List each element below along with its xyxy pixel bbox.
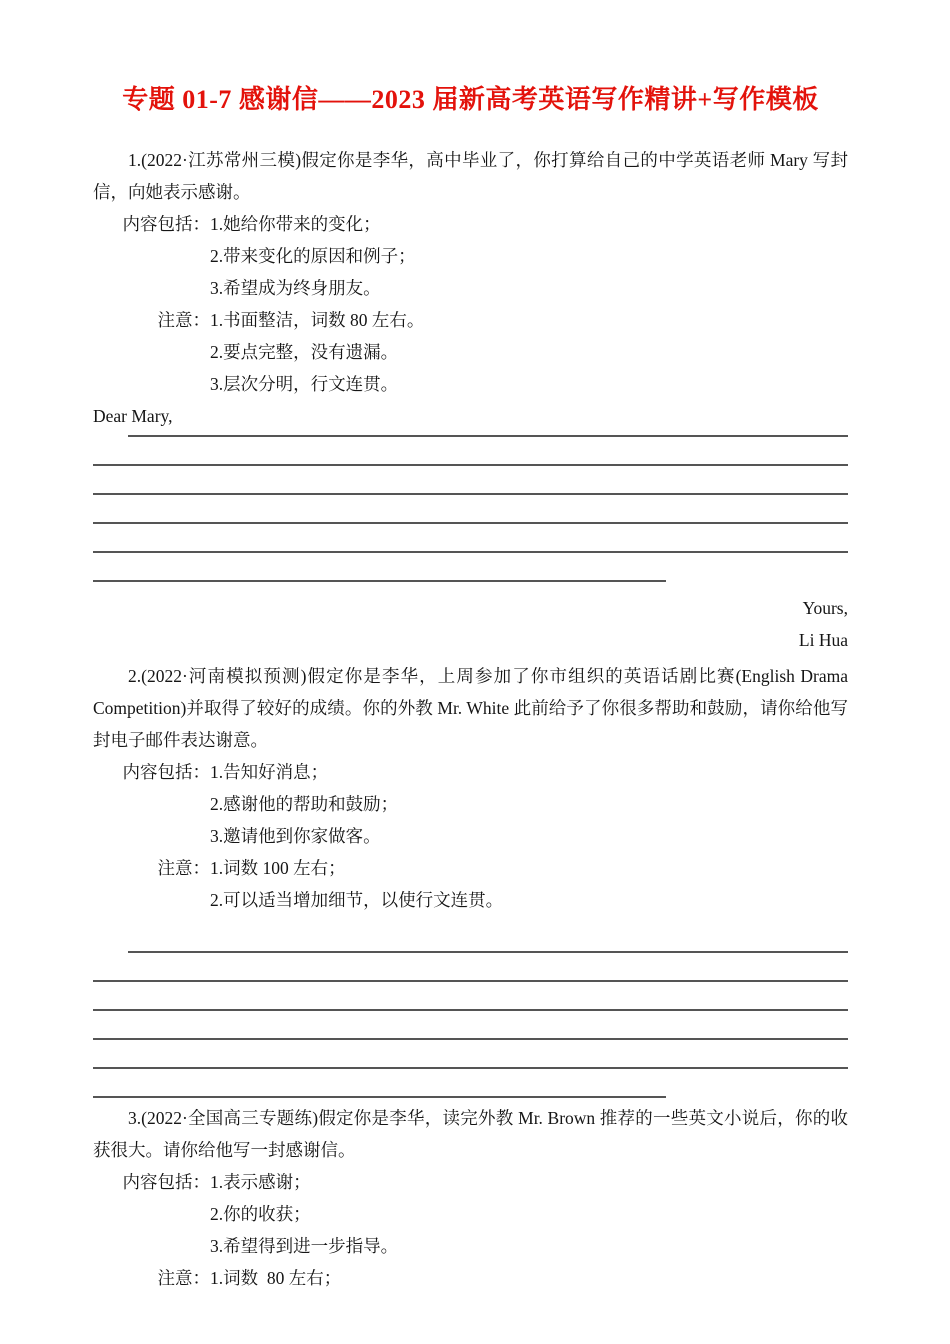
notes-label: 注意： [157,1268,210,1288]
notes-row [93,304,848,336]
answer-line [93,1040,848,1069]
notes-row [93,1262,848,1294]
notes-item: 1.书面整洁，词数 80 左右。 [210,310,425,330]
answer-line [93,553,666,582]
notes-item: 2.可以适当增加细节，以使行文连贯。 [210,890,504,910]
answer-line [93,524,848,553]
content-item: 2.你的收获； [210,1204,311,1224]
notes-row [93,336,848,368]
notes-item: 2.要点完整，没有遗漏。 [210,342,399,362]
content-item: 3.希望成为终身朋友。 [210,278,381,298]
content-item: 2.带来变化的原因和例子； [210,246,416,266]
page-title: 专题 01-7 感谢信——2023 届新高考英语写作精讲+写作模板 [122,85,819,114]
salutation: Dear Mary, [93,406,173,426]
answer-area-2 [93,924,848,1098]
answer-line [93,437,848,466]
notes-label: 注意： [157,310,210,330]
notes-label: 注意： [157,858,210,878]
notes-item: 1.词数 80 左右； [210,1268,342,1288]
exercise-1-prompt: 1.(2022·江苏常州三模)假定你是李华，高中毕业了，你打算给自己的中学英语老师 Mary 写封信，向她表示感谢。 [93,150,848,202]
answer-line [93,953,848,982]
content-item: 1.她给你带来的变化； [210,214,381,234]
content-row [93,756,848,788]
closing-block [93,592,848,656]
answer-line [128,924,848,953]
exercise-3-prompt: 3.(2022·全国高三专题练)假定你是李华，读完外教 Mr. Brown 推荐的一些英文小说后，你的收获很大。请你给他写一封感谢信。 [93,1108,848,1160]
answer-line [93,495,848,524]
content-row [93,272,848,304]
answer-line [93,982,848,1011]
content-row [93,208,848,240]
answer-line [93,1011,848,1040]
content-label: 内容包括： [122,214,210,234]
exercise-3 [93,1098,848,1294]
content-row [93,240,848,272]
signature-li-hua: Li Hua [798,630,848,650]
notes-row [93,852,848,884]
exercise-2 [93,656,848,1098]
content-label: 内容包括： [122,1172,210,1192]
notes-item: 3.层次分明，行文连贯。 [210,374,399,394]
content-item: 3.邀请他到你家做客。 [210,826,381,846]
content-row [93,1230,848,1262]
content-row [93,1166,848,1198]
content-item: 2.感谢他的帮助和鼓励； [210,794,399,814]
exercise-2-prompt: 2.(2022·河南模拟预测)假定你是李华，上周参加了你市组织的英语话剧比赛(English Drama Competition)并取得了较好的成绩。你的外教 Mr. White 此前给予了你很多帮助和鼓励，请你给他写封电子邮件表达谢意。 [93,666,848,750]
notes-row [93,884,848,916]
content-item: 1.表示感谢； [210,1172,311,1192]
notes-item: 1.词数 100 左右； [210,858,346,878]
content-row [93,820,848,852]
content-label: 内容包括： [122,762,210,782]
content-row [93,1198,848,1230]
answer-area-1 [93,408,848,582]
answer-line [93,1069,666,1098]
content-item: 1.告知好消息； [210,762,329,782]
content-item: 3.希望得到进一步指导。 [210,1236,399,1256]
content-row [93,788,848,820]
answer-line [93,466,848,495]
closing-yours: Yours, [802,598,848,618]
notes-row [93,368,848,400]
answer-line [128,408,848,437]
exercise-1 [93,144,848,656]
